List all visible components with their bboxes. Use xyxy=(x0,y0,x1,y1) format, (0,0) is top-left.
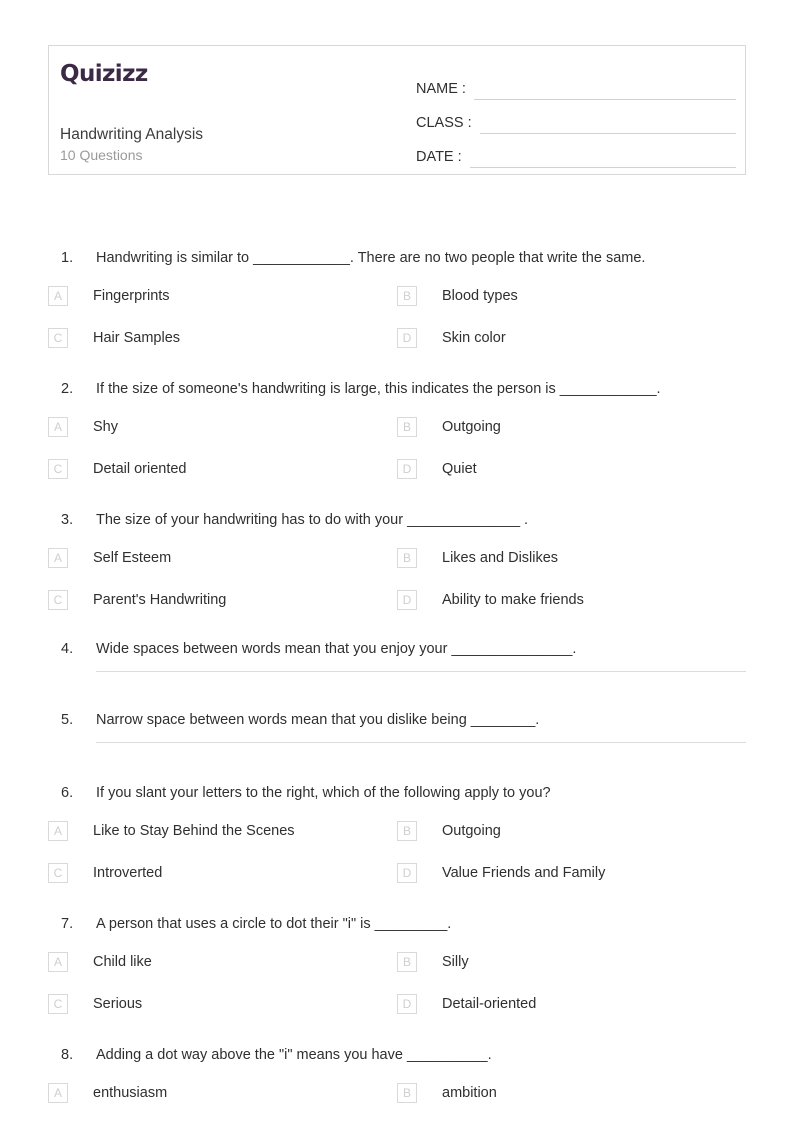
option-text: Skin color xyxy=(442,330,506,346)
question-number: 8. xyxy=(61,1047,74,1063)
option-letter-box[interactable]: C xyxy=(48,459,68,479)
option-text: enthusiasm xyxy=(93,1085,168,1101)
option-letter-box[interactable]: B xyxy=(397,417,417,437)
question-number: 2. xyxy=(61,381,74,397)
option-letter-box[interactable]: A xyxy=(48,548,68,568)
answer-options xyxy=(0,810,794,894)
question-block xyxy=(0,767,794,894)
answer-option[interactable] xyxy=(48,852,397,894)
answer-option[interactable] xyxy=(397,406,746,448)
option-text: Blood types xyxy=(442,288,518,304)
question-block xyxy=(0,232,794,359)
answer-option[interactable] xyxy=(397,852,746,894)
answer-option[interactable] xyxy=(397,317,746,359)
question-number: 1. xyxy=(61,250,74,266)
question-text: Handwriting is similar to ____________. There are no two people that write the same. xyxy=(96,250,646,266)
answer-option[interactable] xyxy=(397,579,746,621)
answer-option[interactable] xyxy=(397,941,746,983)
option-letter-box[interactable]: C xyxy=(48,863,68,883)
question-text: Adding a dot way above the "i" means you have __________. xyxy=(96,1047,492,1063)
answer-option[interactable] xyxy=(397,983,746,1025)
option-text: Introverted xyxy=(93,865,163,881)
question-number: 5. xyxy=(61,712,74,728)
quizizz-logo: Quizizz xyxy=(60,61,148,87)
option-text: Likes and Dislikes xyxy=(442,550,559,566)
header-left-column xyxy=(60,46,400,174)
answer-option[interactable] xyxy=(48,810,397,852)
name-field-label: NAME : xyxy=(416,81,466,97)
question-line xyxy=(0,232,794,268)
question-number: 6. xyxy=(61,785,74,801)
option-text: Outgoing xyxy=(442,823,501,839)
option-text: Silly xyxy=(442,954,469,970)
option-letter-box[interactable]: A xyxy=(48,417,68,437)
question-line xyxy=(0,363,794,399)
option-letter-box[interactable]: A xyxy=(48,952,68,972)
question-number: 7. xyxy=(61,916,74,932)
answer-option[interactable] xyxy=(48,537,397,579)
question-block xyxy=(0,1029,794,1114)
option-letter-box[interactable]: D xyxy=(397,328,417,348)
question-line xyxy=(0,1029,794,1065)
class-field-label: CLASS : xyxy=(416,115,472,131)
answer-option[interactable] xyxy=(397,275,746,317)
name-input-line[interactable] xyxy=(474,77,736,100)
answer-options xyxy=(0,537,794,621)
question-block xyxy=(0,898,794,1025)
question-block xyxy=(0,494,794,621)
option-text: Like to Stay Behind the Scenes xyxy=(93,823,295,839)
option-text: Child like xyxy=(93,954,152,970)
question-number: 3. xyxy=(61,512,74,528)
option-text: Detail oriented xyxy=(93,461,187,477)
question-number: 4. xyxy=(61,641,74,657)
option-letter-box[interactable]: C xyxy=(48,994,68,1014)
question-line xyxy=(0,625,794,662)
option-letter-box[interactable]: A xyxy=(48,1083,68,1103)
question-text: Wide spaces between words mean that you enjoy your _______________. xyxy=(96,641,577,657)
answer-option[interactable] xyxy=(48,317,397,359)
option-text: ambition xyxy=(442,1085,497,1101)
option-text: Serious xyxy=(93,996,143,1012)
question-line xyxy=(0,767,794,803)
option-letter-box[interactable]: B xyxy=(397,286,417,306)
page-title: Handwriting Analysis xyxy=(60,126,204,143)
class-input-line[interactable] xyxy=(480,111,736,134)
answer-option[interactable] xyxy=(397,1072,746,1114)
option-text: Value Friends and Family xyxy=(442,865,606,881)
student-info-fields xyxy=(416,66,736,168)
option-text: Hair Samples xyxy=(93,330,181,346)
option-text: Fingerprints xyxy=(93,288,170,304)
option-text: Outgoing xyxy=(442,419,501,435)
questions-list xyxy=(0,232,794,1118)
date-input-line[interactable] xyxy=(470,145,736,168)
answer-option[interactable] xyxy=(48,983,397,1025)
option-text: Self Esteem xyxy=(93,550,172,566)
option-text: Detail-oriented xyxy=(442,996,537,1012)
answer-option[interactable] xyxy=(48,448,397,490)
option-text: Parent's Handwriting xyxy=(93,592,227,608)
option-letter-box[interactable]: D xyxy=(397,994,417,1014)
name-field-row xyxy=(416,66,736,100)
option-text: Ability to make friends xyxy=(442,592,584,608)
question-block xyxy=(0,625,794,672)
question-count-label: 10 Questions xyxy=(60,147,143,163)
answer-option[interactable] xyxy=(48,941,397,983)
question-text: A person that uses a circle to dot their "i" is _________. xyxy=(96,916,452,932)
option-letter-box[interactable]: A xyxy=(48,286,68,306)
question-block xyxy=(0,363,794,490)
date-field-row xyxy=(416,134,736,168)
class-field-row xyxy=(416,100,736,134)
answer-write-in-line[interactable] xyxy=(96,662,746,672)
question-text: Narrow space between words mean that you dislike being ________. xyxy=(96,712,540,728)
question-line xyxy=(0,696,794,733)
option-text: Shy xyxy=(93,419,118,435)
answer-option[interactable] xyxy=(48,275,397,317)
option-letter-box[interactable]: B xyxy=(397,821,417,841)
question-text: If you slant your letters to the right, which of the following apply to you? xyxy=(96,785,551,801)
answer-option[interactable] xyxy=(397,537,746,579)
option-letter-box[interactable]: C xyxy=(48,328,68,348)
option-letter-box[interactable]: A xyxy=(48,821,68,841)
question-block xyxy=(0,696,794,743)
option-letter-box[interactable]: B xyxy=(397,548,417,568)
option-letter-box[interactable]: D xyxy=(397,590,417,610)
answer-option[interactable] xyxy=(48,406,397,448)
option-text: Quiet xyxy=(442,461,477,477)
question-text: The size of your handwriting has to do with your ______________ . xyxy=(96,512,529,528)
date-field-label: DATE : xyxy=(416,149,462,165)
worksheet-header-card xyxy=(48,45,746,175)
question-line xyxy=(0,494,794,530)
question-line xyxy=(0,898,794,934)
option-letter-box[interactable]: C xyxy=(48,590,68,610)
option-letter-box[interactable]: B xyxy=(397,952,417,972)
answer-options xyxy=(0,406,794,490)
answer-options xyxy=(0,941,794,1025)
question-text: If the size of someone's handwriting is large, this indicates the person is ____________. xyxy=(96,381,661,397)
answer-option[interactable] xyxy=(48,579,397,621)
answer-options xyxy=(0,275,794,359)
option-letter-box[interactable]: D xyxy=(397,459,417,479)
answer-options xyxy=(0,1072,794,1114)
option-letter-box[interactable]: D xyxy=(397,863,417,883)
answer-option[interactable] xyxy=(397,810,746,852)
option-letter-box[interactable]: B xyxy=(397,1083,417,1103)
answer-option[interactable] xyxy=(48,1072,397,1114)
answer-write-in-line[interactable] xyxy=(96,733,746,743)
answer-option[interactable] xyxy=(397,448,746,490)
